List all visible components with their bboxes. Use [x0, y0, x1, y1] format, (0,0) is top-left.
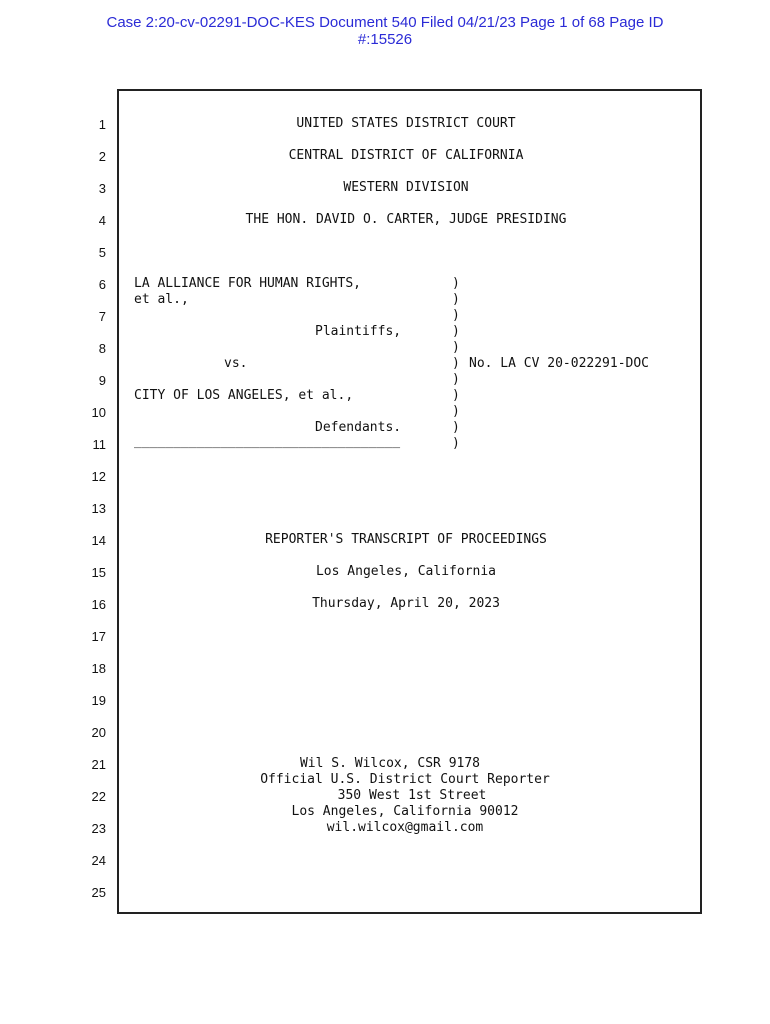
line-number: 17	[91, 629, 106, 644]
case-header-line1: Case 2:20-cv-02291-DOC-KES Document 540 Filed 04/21/23 Page 1 of 68 Page ID	[106, 14, 664, 31]
line-number: 12	[91, 469, 106, 484]
line-number: 24	[91, 853, 106, 868]
caption-paren: )	[452, 356, 460, 371]
caption-paren: )	[452, 308, 460, 323]
line-number: 4	[98, 213, 106, 228]
court-name: UNITED STATES DISTRICT COURT	[296, 116, 516, 131]
caption-underline: __________________________________	[134, 434, 401, 449]
line-number: 19	[91, 693, 106, 708]
caption-paren: )	[452, 404, 460, 419]
court-district: CENTRAL DISTRICT OF CALIFORNIA	[288, 148, 524, 163]
judge-presiding: THE HON. DAVID O. CARTER, JUDGE PRESIDING	[245, 212, 567, 227]
line-number: 15	[91, 565, 106, 580]
plaintiff-et-al: et al.,	[134, 292, 189, 307]
caption-paren: )	[452, 340, 460, 355]
defendants-label: Defendants.	[315, 420, 402, 435]
caption-paren: )	[452, 420, 460, 435]
reporter-name: Wil S. Wilcox, CSR 9178	[299, 756, 480, 771]
line-number: 1	[98, 117, 106, 132]
line-number: 6	[98, 277, 106, 292]
reporter-address-street: 350 West 1st Street	[337, 788, 487, 803]
transcript-heading: REPORTER'S TRANSCRIPT OF PROCEEDINGS	[265, 532, 547, 547]
line-number: 18	[91, 661, 106, 676]
line-number: 25	[91, 885, 106, 900]
plaintiffs-label: Plaintiffs,	[315, 324, 402, 339]
hearing-date: Thursday, April 20, 2023	[312, 596, 500, 611]
hearing-location: Los Angeles, California	[315, 564, 496, 579]
case-header	[0, 14, 770, 48]
line-number: 22	[91, 789, 106, 804]
court-division: WESTERN DIVISION	[343, 180, 469, 195]
plaintiff-name: LA ALLIANCE FOR HUMAN RIGHTS,	[134, 276, 361, 291]
line-number: 5	[98, 245, 106, 260]
caption-paren: )	[452, 436, 460, 451]
caption-paren: )	[452, 292, 460, 307]
line-number: 20	[91, 725, 106, 740]
line-number: 7	[98, 309, 106, 324]
reporter-address-city: Los Angeles, California 90012	[291, 804, 519, 819]
caption-paren: )	[452, 372, 460, 387]
line-number: 23	[91, 821, 106, 836]
line-number: 10	[91, 405, 106, 420]
case-number: No. LA CV 20-022291-DOC	[469, 356, 650, 371]
line-number: 21	[91, 757, 106, 772]
line-number: 2	[98, 149, 106, 164]
line-number: 13	[91, 501, 106, 516]
caption-paren: )	[452, 324, 460, 339]
line-number: 3	[98, 181, 106, 196]
defendant-name: CITY OF LOS ANGELES, et al.,	[134, 388, 354, 403]
line-number: 9	[98, 373, 106, 388]
line-number: 14	[91, 533, 106, 548]
line-number: 11	[92, 437, 106, 452]
caption-paren: )	[452, 388, 460, 403]
caption-paren: )	[452, 276, 460, 291]
case-header-line2: #:15526	[357, 31, 413, 48]
reporter-email: wil.wilcox@gmail.com	[326, 820, 484, 835]
line-number: 16	[91, 597, 106, 612]
line-number: 8	[98, 341, 106, 356]
versus-label: vs.	[224, 356, 248, 371]
reporter-title: Official U.S. District Court Reporter	[260, 772, 550, 787]
